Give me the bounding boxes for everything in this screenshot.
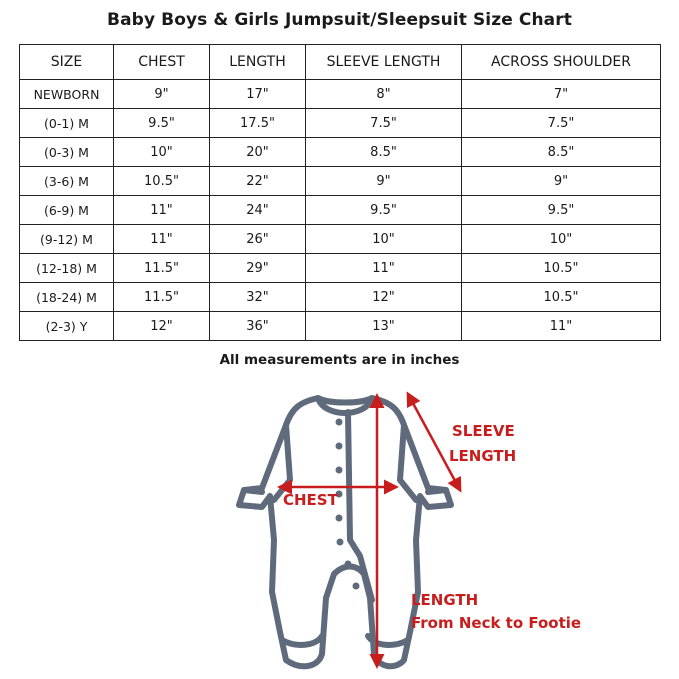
sleeve-length-cell: 7.5"	[306, 109, 462, 138]
header-sleeve-length: SLEEVE LENGTH	[306, 45, 462, 80]
measurement-note: All measurements are in inches	[219, 352, 460, 368]
header-length: LENGTH	[210, 45, 306, 80]
length-cell: 22"	[210, 167, 306, 196]
across-shoulder-cell: 10.5"	[462, 283, 661, 312]
header-chest: CHEST	[114, 45, 210, 80]
sleeve-length-cell: 8"	[306, 80, 462, 109]
sleeve-length-cell: 9.5"	[306, 196, 462, 225]
length-cell: 17.5"	[210, 109, 306, 138]
length-cell: 17"	[210, 80, 306, 109]
sleeve-label-line2: LENGTH	[449, 447, 517, 465]
chest-cell: 11.5"	[114, 283, 210, 312]
chest-cell: 10.5"	[114, 167, 210, 196]
table-row	[20, 254, 661, 283]
across-shoulder-cell: 7.5"	[462, 109, 661, 138]
length-cell: 32"	[210, 283, 306, 312]
table-row	[20, 109, 661, 138]
length-cell: 24"	[210, 196, 306, 225]
sleeve-label-line1: SLEEVE	[452, 422, 515, 440]
sleeve-length-cell: 12"	[306, 283, 462, 312]
table-row	[20, 312, 661, 341]
size-cell: (2-3) Y	[20, 312, 114, 341]
header-row	[20, 45, 661, 80]
across-shoulder-cell: 11"	[462, 312, 661, 341]
chest-cell: 12"	[114, 312, 210, 341]
length-cell: 36"	[210, 312, 306, 341]
size-cell: (0-1) M	[20, 109, 114, 138]
size-cell: (12-18) M	[20, 254, 114, 283]
across-shoulder-cell: 10"	[462, 225, 661, 254]
sleeve-length-cell: 11"	[306, 254, 462, 283]
sleeve-length-cell: 9"	[306, 167, 462, 196]
chest-cell: 11"	[114, 196, 210, 225]
table-row	[20, 167, 661, 196]
header-across-shoulder: ACROSS SHOULDER	[462, 45, 661, 80]
size-cell: (9-12) M	[20, 225, 114, 254]
chest-cell: 9"	[114, 80, 210, 109]
size-cell: (0-3) M	[20, 138, 114, 167]
page-title: Baby Boys & Girls Jumpsuit/Sleepsuit Size Chart	[107, 10, 572, 30]
length-cell: 20"	[210, 138, 306, 167]
sleeve-length-arrow	[408, 394, 460, 490]
size-cell: NEWBORN	[20, 80, 114, 109]
length-cell: 29"	[210, 254, 306, 283]
across-shoulder-cell: 8.5"	[462, 138, 661, 167]
sleeve-length-cell: 10"	[306, 225, 462, 254]
chest-cell: 9.5"	[114, 109, 210, 138]
sleeve-length-cell: 8.5"	[306, 138, 462, 167]
sleeve-length-cell: 13"	[306, 312, 462, 341]
table-row	[20, 80, 661, 109]
chest-cell: 11"	[114, 225, 210, 254]
across-shoulder-cell: 10.5"	[462, 254, 661, 283]
table-row	[20, 225, 661, 254]
length-label-line2: From Neck to Footie	[411, 614, 582, 632]
chest-cell: 11.5"	[114, 254, 210, 283]
across-shoulder-cell: 7"	[462, 80, 661, 109]
across-shoulder-cell: 9"	[462, 167, 661, 196]
size-cell: (6-9) M	[20, 196, 114, 225]
length-cell: 26"	[210, 225, 306, 254]
size-chart-table	[19, 44, 661, 341]
across-shoulder-cell: 9.5"	[462, 196, 661, 225]
header-size: SIZE	[20, 45, 114, 80]
table-row	[20, 283, 661, 312]
table-row	[20, 196, 661, 225]
size-cell: (3-6) M	[20, 167, 114, 196]
chest-label: CHEST	[283, 491, 338, 509]
length-label-line1: LENGTH	[411, 591, 479, 609]
chest-cell: 10"	[114, 138, 210, 167]
size-cell: (18-24) M	[20, 283, 114, 312]
table-row	[20, 138, 661, 167]
